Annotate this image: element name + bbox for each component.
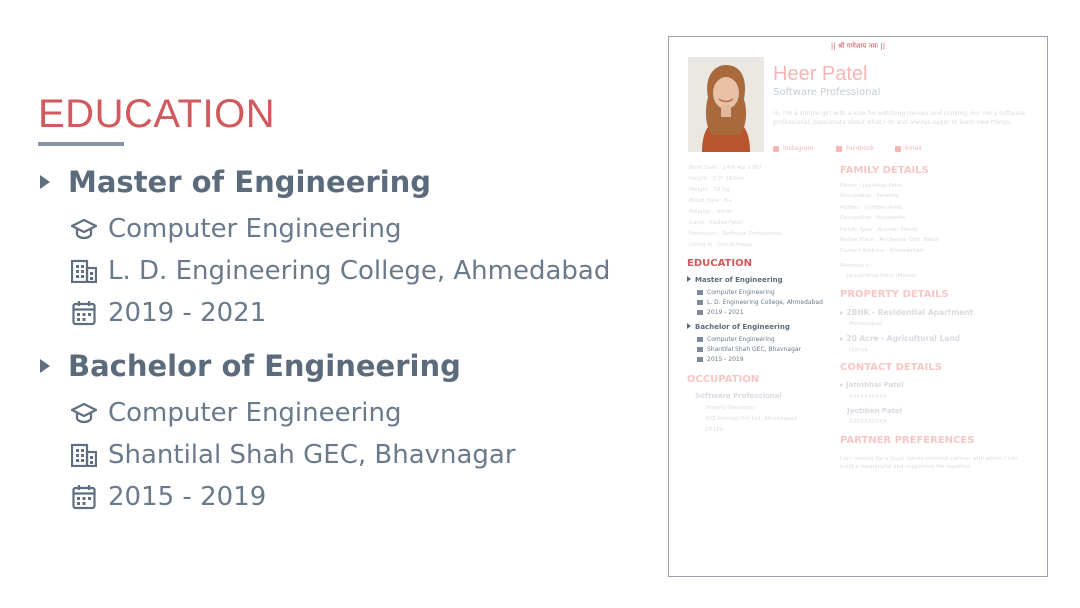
- resume-degree: Master of Engineering: [687, 276, 783, 284]
- graduation-cap-icon: [70, 215, 98, 243]
- resume-degree: Bachelor of Engineering: [687, 323, 790, 331]
- invocation-text: || श्री गणेशाय नमः ||: [830, 42, 886, 50]
- field-of-study: Computer Engineering: [108, 214, 402, 244]
- instagram-icon: [773, 146, 779, 152]
- family-row: Current Address : Ahmedabad: [840, 248, 923, 254]
- family-row: Family Type : Nuclear Family: [840, 227, 919, 233]
- title-underline: [38, 142, 124, 146]
- occupation-role: Software Professional: [695, 392, 782, 400]
- occupation-line: XYZ Internet Pvt Ltd, Ahmedabad: [705, 416, 798, 422]
- bullet-triangle-icon: [40, 359, 50, 373]
- study-years: 2019 - 2021: [108, 298, 267, 328]
- bullet-triangle-icon: [40, 175, 50, 189]
- occupation-line: 10 LPA: [705, 427, 724, 433]
- property-name: ▸ 20 Acre - Agricultural Land: [840, 334, 961, 343]
- resume-education-title: EDUCATION: [687, 258, 752, 269]
- personal-row: Birth Date : 14th Apr 1997: [689, 165, 763, 171]
- family-row: Native Place : At Ujaliya, Dist. Bakol: [840, 237, 939, 243]
- degree-entry: [38, 346, 516, 518]
- degree-entry: [38, 162, 610, 334]
- resume-years: 2015 - 2019: [697, 356, 744, 363]
- property-place: Ujaliya: [849, 347, 868, 353]
- facebook-link[interactable]: Facebook: [836, 145, 874, 152]
- personal-row: Height : 5'3" 160cm: [689, 176, 745, 182]
- family-row: Occupation : Farming: [840, 193, 899, 199]
- instagram-link[interactable]: Instagram: [773, 145, 814, 152]
- contact-title: CONTACT DETAILS: [840, 362, 942, 373]
- personal-row: Living In : Gandhinagar: [689, 242, 754, 248]
- section-title: EDUCATION: [38, 92, 276, 136]
- family-title: FAMILY DETAILS: [840, 165, 929, 176]
- college-name: Shantilal Shah GEC, Bhavnagar: [108, 440, 516, 470]
- graduation-cap-icon: [70, 399, 98, 427]
- occupation-line: Shopify Developer: [705, 405, 756, 411]
- profile-photo: [688, 57, 764, 152]
- occupation-title: OCCUPATION: [687, 374, 760, 385]
- field-of-study: Computer Engineering: [108, 398, 402, 428]
- resume-name: Heer Patel: [773, 63, 868, 85]
- personal-row: Caste : Kadva Patel: [689, 220, 743, 226]
- email-icon: [895, 146, 901, 152]
- property-place: Ahmedabad: [849, 321, 883, 327]
- personal-row: Religion : Hindu: [689, 209, 733, 215]
- resume-college: L. D. Engineering College, Ahmedabad: [697, 299, 823, 306]
- resume-college: Shantilal Shah GEC, Bhavnagar: [697, 346, 801, 353]
- contact-name: ▸ Jatinbhai Patel: [840, 381, 904, 389]
- degree-name: Bachelor of Engineering: [68, 349, 461, 383]
- resume-thumbnail: [668, 36, 1048, 577]
- family-row: Father : Jatinbhai Patel: [840, 183, 902, 189]
- building-icon: [70, 257, 98, 285]
- resume-bio: Hi, I'm a simple girl with a love for watching movies and cooking. For me a software professional, passionate about what I do and always eager to learn new things.: [773, 110, 1026, 126]
- resume-field: Computer Engineering: [697, 289, 775, 296]
- degree-name: Master of Engineering: [68, 165, 432, 199]
- resume-role: Software Professional: [773, 87, 881, 98]
- calendar-icon: [70, 299, 98, 327]
- personal-row: Blood Type : B+: [689, 198, 733, 204]
- contact-phone: XXXXXXXXXX: [849, 419, 887, 425]
- resume-field: Computer Engineering: [697, 336, 775, 343]
- study-years: 2015 - 2019: [108, 482, 267, 512]
- resume-years: 2019 - 2021: [697, 309, 744, 316]
- partner-text: I am looking for a loyal, family-oriented partner with whom I can build a meaningful and supportive life together.: [840, 456, 1018, 470]
- facebook-icon: [836, 146, 842, 152]
- family-row: Mother : Jyotiben Patel: [840, 205, 903, 211]
- building-icon: [70, 441, 98, 469]
- maternal-value: Jaisukhbhai Patel (Mama): [847, 273, 917, 279]
- contact-name: Jyotiben Patel: [847, 407, 903, 415]
- family-row: Occupation : Housewife: [840, 215, 906, 221]
- property-name: ▸ 2BHK - Residential Apartment: [840, 308, 974, 317]
- personal-row: Weight : 58 Kg: [689, 187, 730, 193]
- partner-title: PARTNER PREFERENCES: [840, 435, 975, 446]
- email-link[interactable]: Email: [895, 145, 922, 152]
- college-name: L. D. Engineering College, Ahmedabad: [108, 256, 611, 286]
- property-title: PROPERTY DETAILS: [840, 289, 949, 300]
- personal-row: Profession : Software Professional: [689, 231, 782, 237]
- calendar-icon: [70, 483, 98, 511]
- maternal-label: Maternal's :: [840, 263, 873, 269]
- contact-phone: XXXXXXXXXX: [849, 394, 887, 400]
